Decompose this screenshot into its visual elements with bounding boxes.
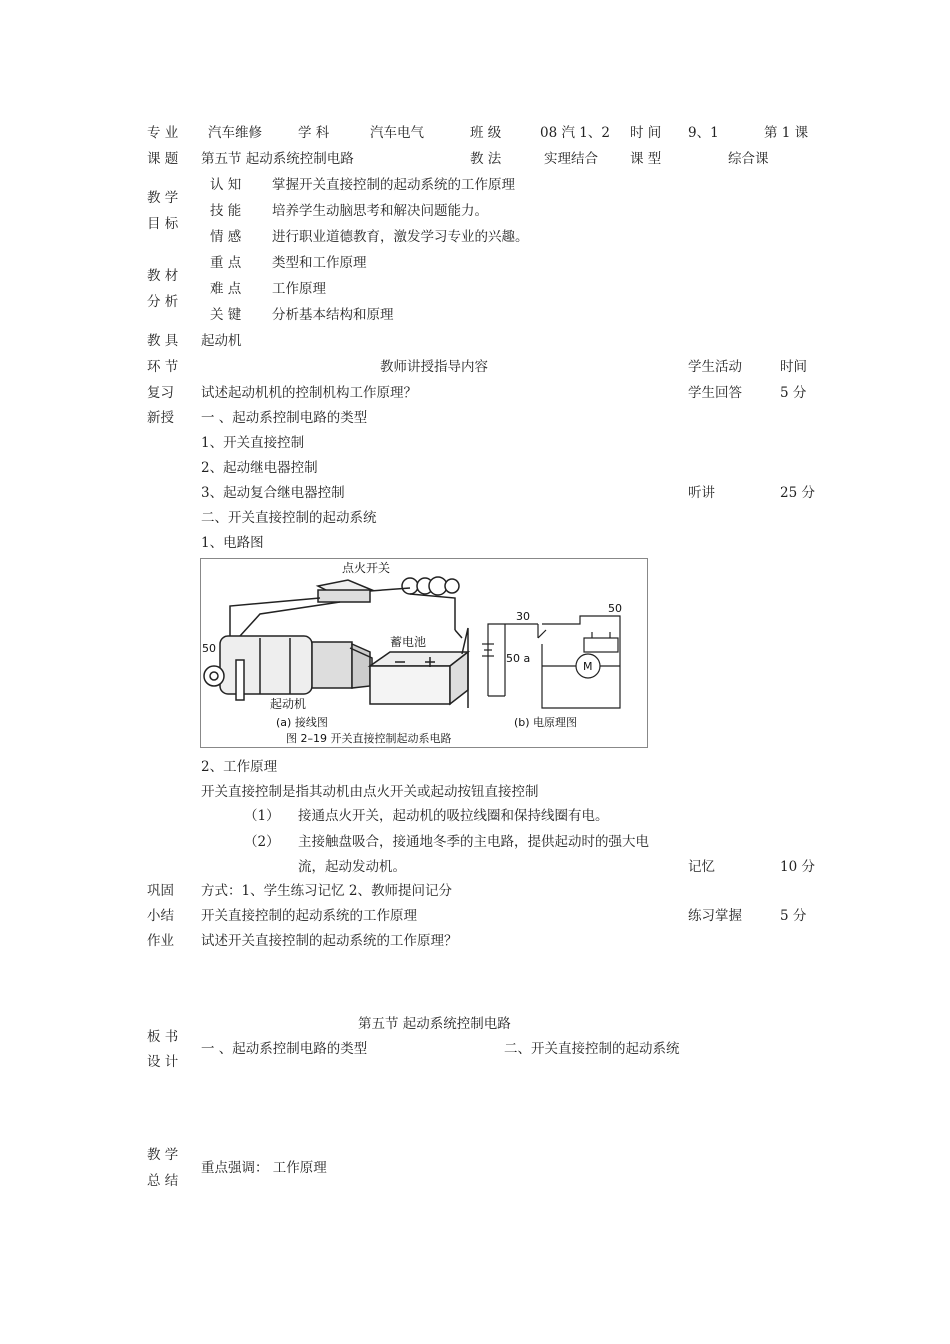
board-right-heading: 二、开关直接控制的起动系统	[504, 1041, 680, 1057]
topic-label: 课 题	[147, 151, 179, 167]
label-50-left: 50	[202, 642, 216, 655]
goals-label-2: 目 标	[147, 216, 179, 232]
teaching-summary-content: 重点强调： 工作原理	[201, 1160, 327, 1176]
label-subfigure-a: (a) 接线图	[276, 716, 328, 729]
label-starter: 起动机	[270, 697, 307, 711]
analysis-key-key: 关 键	[210, 307, 242, 323]
process-time-header: 时间	[780, 359, 807, 375]
type-label: 课 型	[630, 151, 662, 167]
principle-step1-text: 接通点火开关，起动机的吸拉线圈和保持线圈有电。	[298, 808, 609, 824]
summary-activity: 练习掌握	[688, 908, 742, 924]
process-activity-header: 学生活动	[688, 359, 742, 375]
label-motor: M	[583, 660, 593, 673]
analysis-key-difficulty: 难 点	[210, 281, 242, 297]
label-50-right: 50	[608, 602, 622, 615]
figure-caption: 图 2–19 开关直接控制起动系电路	[286, 732, 452, 745]
label-ignition-switch: 点火开关	[342, 561, 391, 575]
consolidate-label: 巩固	[147, 883, 174, 899]
analysis-label-2: 分 析	[147, 294, 179, 310]
summary-label: 小结	[147, 908, 174, 924]
new-lesson-line: 2、起动继电器控制	[201, 460, 318, 476]
board-title: 第五节 起动系统控制电路	[358, 1016, 511, 1032]
circuit-figure	[200, 558, 648, 748]
label-30: 30	[516, 610, 530, 623]
new-lesson-line: 1、开关直接控制	[201, 435, 305, 451]
type-value: 综合课	[728, 151, 769, 167]
principle-title: 2、工作原理	[201, 759, 278, 775]
new-lesson-line: 一 、起动系控制电路的类型	[201, 410, 368, 426]
class-label: 班 级	[470, 125, 502, 141]
homework-content: 试述开关直接控制的起动系统的工作原理？	[201, 933, 458, 949]
consolidate-content: 方式：1、学生练习记忆 2、教师提问记分	[201, 883, 452, 899]
topic-value: 第五节 起动系统控制电路	[201, 151, 354, 167]
starter-motor-icon	[204, 636, 370, 700]
goals-label-1: 教 学	[147, 190, 179, 206]
new-lesson-line: 二、开关直接控制的起动系统	[201, 510, 377, 526]
time-value: 9、1	[688, 125, 719, 141]
principle-time: 10 分	[780, 859, 815, 875]
method-label: 教 法	[470, 151, 502, 167]
review-content: 试述起动机机的控制机构工作原理？	[201, 385, 417, 401]
principle-intro: 开关直接控制是指其动机由点火开关或起动按钮直接控制	[201, 784, 539, 800]
ignition-switch-icon	[318, 577, 459, 602]
analysis-value-key: 分析基本结构和原理	[272, 307, 394, 323]
principle-step2-text-1: 主接触盘吸合，接通地冬季的主电路，提供起动时的强大电	[298, 834, 649, 850]
goal-key-emotion: 情 感	[210, 229, 242, 245]
label-subfigure-b: (b) 电原理图	[514, 716, 578, 729]
battery-icon	[370, 652, 468, 704]
label-battery: 蓄电池	[390, 635, 427, 649]
label-50a: 50 a	[506, 652, 531, 665]
new-lesson-activity: 听讲	[688, 485, 715, 501]
goal-key-skill: 技 能	[210, 203, 242, 219]
tools-label: 教 具	[147, 333, 179, 349]
analysis-label-1: 教 材	[147, 268, 179, 284]
analysis-value-difficulty: 工作原理	[272, 281, 326, 297]
new-lesson-label: 新授	[147, 410, 174, 426]
teaching-summary-label-2: 总 结	[147, 1173, 179, 1189]
summary-content: 开关直接控制的起动系统的工作原理	[201, 908, 417, 924]
principle-activity: 记忆	[688, 859, 715, 875]
new-lesson-time: 25 分	[780, 485, 815, 501]
method-value: 实理结合	[544, 151, 598, 167]
summary-time: 5 分	[780, 908, 807, 924]
lesson-number: 第 1 课	[764, 125, 809, 141]
review-activity: 学生回答	[688, 385, 742, 401]
analysis-key-focus: 重 点	[210, 255, 242, 271]
goal-value-skill: 培养学生动脑思考和解决问题能力。	[272, 203, 488, 219]
tools-value: 起动机	[201, 333, 242, 349]
goal-value-emotion: 进行职业道德教育，激发学习专业的兴趣。	[272, 229, 529, 245]
principle-step1-number: （1）	[244, 808, 280, 824]
circuit-diagram	[200, 558, 648, 748]
board-left-heading: 一 、起动系控制电路的类型	[201, 1041, 368, 1057]
board-label-2: 设 计	[147, 1054, 179, 1070]
subject-label: 学 科	[298, 125, 330, 141]
time-label: 时 间	[630, 125, 662, 141]
subject-value: 汽车电气	[370, 125, 424, 141]
teaching-summary-label-1: 教 学	[147, 1147, 179, 1163]
principle-step2-text-2: 流，起动发动机。	[298, 859, 406, 875]
review-time: 5 分	[780, 385, 807, 401]
analysis-value-focus: 类型和工作原理	[272, 255, 367, 271]
review-label: 复习	[147, 385, 174, 401]
schematic-diagram	[482, 616, 620, 708]
class-value: 08 汽 1、2	[540, 125, 610, 141]
major-value: 汽车维修	[208, 125, 262, 141]
major-label: 专 业	[147, 125, 179, 141]
new-lesson-line: 1、电路图	[201, 535, 264, 551]
homework-label: 作业	[147, 933, 174, 949]
goal-value-cognition: 掌握开关直接控制的起动系统的工作原理	[272, 177, 515, 193]
goal-key-cognition: 认 知	[210, 177, 242, 193]
new-lesson-line: 3、起动复合继电器控制	[201, 485, 345, 501]
process-content-header: 教师讲授指导内容	[380, 359, 488, 375]
board-label-1: 板 书	[147, 1029, 179, 1045]
process-label: 环 节	[147, 359, 179, 375]
principle-step2-number: （2）	[244, 834, 280, 850]
